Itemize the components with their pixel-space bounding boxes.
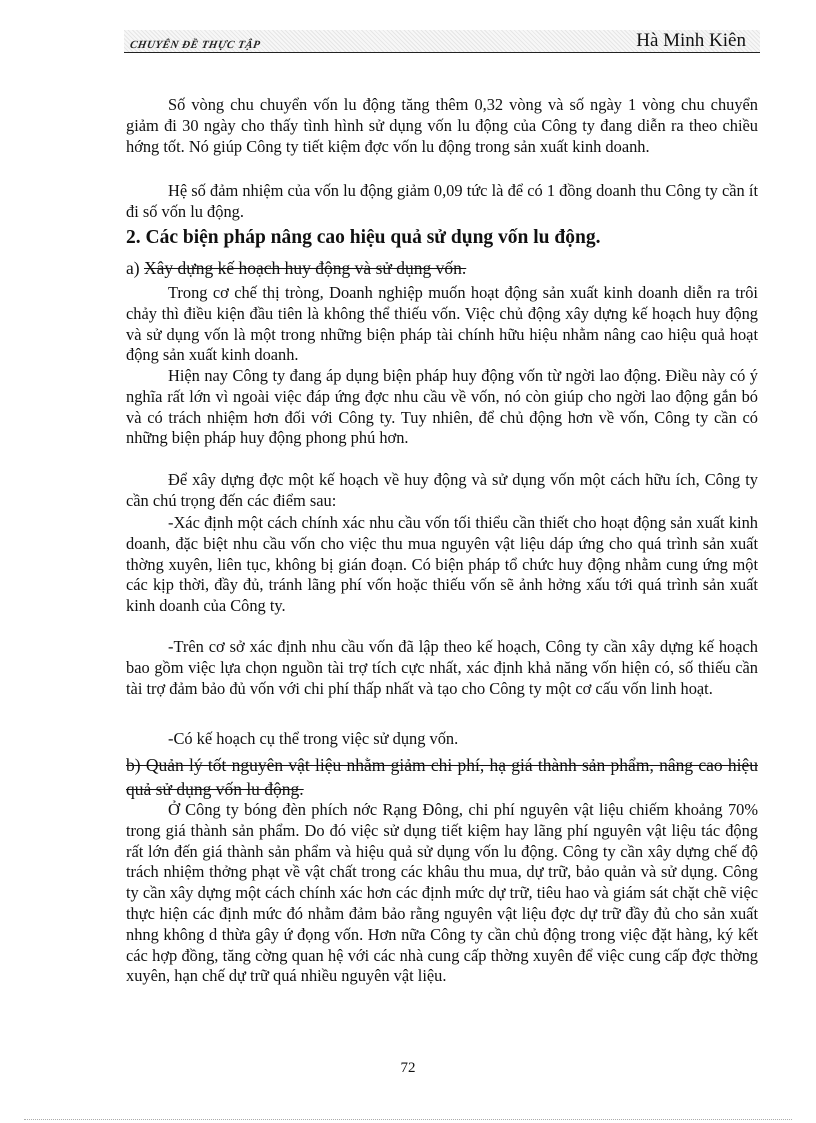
footer-divider [24,1119,792,1120]
list-item-determine: -Xác định một cách chính xác nhu cầu vốn tối thiểu cần thiết cho hoạt động sản xuất kinh doanh, đặc biệt nhu cầu vốn cho việc thu mua nguyên vật liệu dáp ứng cho quá trình sản xuất thờng xuyên, liên tục, không bị gián đoạn. Có biện pháp tổ chức huy động nhằm cung ứng một các kịp thời, đầy đủ, tránh lãng phí vốn hoặc thiếu vốn sẽ ảnh hởng xấu tới quá trình sản xuất kinh doanh của Công ty. [126,513,758,616]
header-author: Hà Minh Kiên [636,30,746,51]
section-heading: 2. Các biện pháp nâng cao hiệu quả sử dụng vốn lu động. [126,227,601,248]
list-item-specific: -Có kế hoạch cụ thể trong việc sử dụng vốn. [168,729,459,748]
header-document-type: CHUYÊN ĐỀ THỰC TẬP [128,39,262,51]
subheading-b: b) Quản lý tốt nguyên vật liệu nhằm giảm chi phí, hạ giá thành sản phẩm, nâng cao hiệu quả sử dụng vốn lu động. [126,755,758,799]
subheading-a-text: Xây dựng kế hoạch huy động và sử dụng vốn. [143,258,467,278]
page-number: 72 [400,1060,416,1076]
list-item-basis: -Trên cơ sở xác định nhu cầu vốn đã lập theo kế hoạch, Công ty cần xây dựng kế hoạch bao gồm việc lựa chọn nguồn tài trợ tích cực nhất, xác định khả năng vốn hiện có, số thiếu cần tài trợ đảm bảo đủ vốn với chi phí thấp nhất và tạo cho Công ty một cơ cấu vốn linh hoạt. [126,637,758,698]
paragraph-plan: Để xây dựng đợc một kế hoạch về huy động và sử dụng vốn một cách hữu ích, Công ty cần chú trọng đến các điểm sau: [126,470,758,510]
subheading-a [126,256,758,280]
paragraph-turnover: Số vòng chu chuyển vốn lu động tăng thêm 0,32 vòng và số ngày 1 vòng chu chuyển giảm đi 30 ngày cho thấy tình hình sử dụng vốn lu động của Công ty đang diễn ra theo chiều hớng tốt. Nó giúp Công ty tiết kiệm đợc vốn lu động trong sản xuất kinh doanh. [126,95,758,156]
paragraph-materials: Ở Công ty bóng đèn phích nớc Rạng Đông, chi phí nguyên vật liệu chiếm khoảng 70% trong giá thành sản phẩm. Do đó việc sử dụng tiết kiệm hay lãng phí nguyên vật liệu tác động rất lớn đến giá thành sản phẩm và hiệu quả sử dụng vốn lu động. Công ty cần xây dựng chế độ trách nhiệm thởng phạt về vật chất trong các khâu thu mua, dự trữ, bảo quản và sử dụng. Công ty cần xây dựng một cách chính xác hơn các định mức dự trữ, tiêu hao và giám sát chặt chẽ việc thực hiện các định mức đó nhằm đảm bảo rằng nguyên vật liệu đợc dự trữ đầy đủ cho sản xuất nhng không d thừa gây ứ đọng vốn. Hơn nữa Công ty cần chủ động trong việc đặt hàng, ký kết các hợp đồng, tăng cờng quan hệ với các nhà cung cấp thờng xuyên để việc cung cấp đợc thờng xuyên, hạn chế dự trữ quá nhiều nguyên vật liệu. [126,800,758,986]
subheading-a-prefix: a) [126,258,144,278]
paragraph-current: Hiện nay Công ty đang áp dụng biện pháp huy động vốn từ ngời lao động. Điều này có ý nghĩa rất lớn vì ngoài việc đáp ứng đợc nhu cầu về vốn, nó còn giúp cho ngời lao động gắn bó và có trách nhiệm hơn đối với Công ty. Tuy nhiên, để chủ động hơn về vốn, Công ty cần có những biện pháp huy động phong phú hơn. [126,366,758,448]
page-header [124,30,760,53]
paragraph-market: Trong cơ chế thị tròng, Doanh nghiệp muốn hoạt động sản xuất kinh doanh diễn ra trôi chảy thì điều kiện đầu tiên là không thể thiếu vốn. Việc chủ động xây dựng kế hoạch huy động và sử dụng vốn là một trong những biện pháp tài chính hữu hiệu nhằm nâng cao hiệu quả hoạt động sản xuất kinh doanh. [126,283,758,365]
paragraph-coefficient: Hệ số đảm nhiệm của vốn lu động giảm 0,09 tức là để có 1 đồng doanh thu Công ty cần ít đi số vốn lu động. [126,181,758,221]
